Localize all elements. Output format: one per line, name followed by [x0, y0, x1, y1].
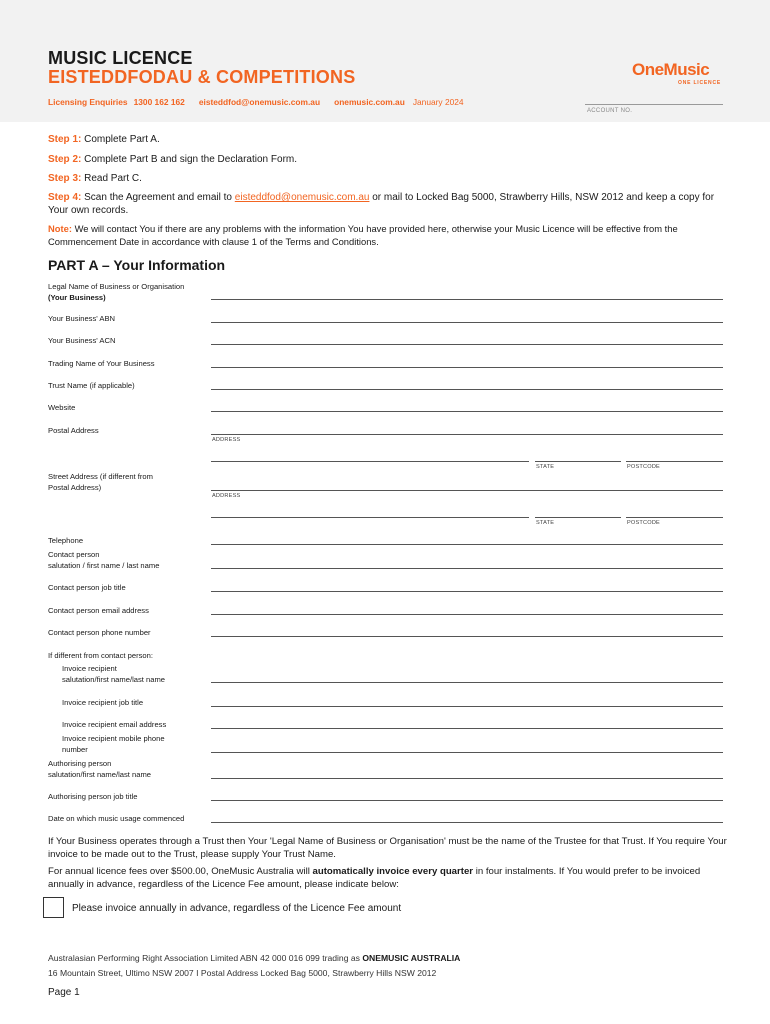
street-state-field[interactable]	[535, 517, 621, 518]
contact-email-label: Contact person email address	[48, 606, 149, 615]
postal-address-sub: ADDRESS	[212, 437, 241, 443]
invoice-recipient-field[interactable]	[211, 682, 723, 683]
date: January 2024	[412, 97, 464, 107]
step-2: Step 2: Complete Part B and sign the Declaration Form.	[48, 154, 298, 165]
note: Note: We will contact You if there are any problems with the information You have provided here, otherwise your Music Licence will be effective from the Commencement Date in accordance with clause 1 of the Terms and Conditions.	[48, 223, 678, 247]
trust-name-field[interactable]	[211, 389, 723, 390]
step-3: Step 3: Read Part C.	[48, 173, 142, 184]
postal-state-field[interactable]	[535, 461, 621, 462]
street-state-sub: STATE	[536, 520, 555, 526]
date-commenced-label: Date on which music usage commenced	[48, 814, 185, 823]
invoice-email-field[interactable]	[211, 728, 723, 729]
contact-phone-field[interactable]	[211, 636, 723, 637]
onemusic-logo	[632, 61, 724, 87]
website-label: Website	[48, 403, 76, 412]
contact-job-field[interactable]	[211, 591, 723, 592]
logo-text: OneMusic	[632, 60, 710, 79]
trading-name-field[interactable]	[211, 367, 723, 368]
step-4: Step 4: Scan the Agreement and email to eisteddfod@onemusic.com.au or mail to Locked Bag 5000, Strawberry Hills, NSW 2012 and keep a copy for Your own records.	[48, 192, 715, 216]
authorising-job-label: Authorising person job title	[48, 792, 138, 801]
invoice-recipient-label: Invoice recipient salutation/first name/last name	[62, 664, 165, 684]
postal-postcode-sub: POSTCODE	[627, 464, 660, 470]
street-address-sub: ADDRESS	[212, 493, 241, 499]
trading-name-label: Trading Name of Your Business	[48, 359, 155, 368]
authorising-job-field[interactable]	[211, 800, 723, 801]
contact-phone-label: Contact person phone number	[48, 628, 151, 637]
email-link[interactable]: eisteddfod@onemusic.com.au	[198, 97, 321, 107]
trust-paragraph: If Your Business operates through a Trust then Your 'Legal Name of Business or Organisation' must be the name of the Trustee for that Trust. If You require Your invoice to be made out to the Trust, please supply Your Trust Name.	[48, 836, 727, 860]
acn-field[interactable]	[211, 344, 723, 345]
acn-label: Your Business' ACN	[48, 336, 116, 345]
page-number: Page 1	[48, 987, 80, 998]
invoice-email-label: Invoice recipient email address	[62, 720, 167, 729]
street-address-label: Street Address (if different from Postal Address)	[48, 472, 153, 492]
telephone-label: Telephone	[48, 536, 84, 545]
street-postcode-field[interactable]	[626, 517, 723, 518]
street-postcode-sub: POSTCODE	[627, 520, 660, 526]
postal-postcode-field[interactable]	[626, 461, 723, 462]
authorising-person-field[interactable]	[211, 778, 723, 779]
abn-field[interactable]	[211, 322, 723, 323]
account-number-label: ACCOUNT NO.	[587, 108, 633, 114]
legal-name-label: Legal Name of Business or Organisation (Your Business)	[48, 282, 185, 302]
website-field[interactable]	[211, 411, 723, 412]
telephone-field[interactable]	[211, 544, 723, 545]
postal-address-label: Postal Address	[48, 426, 99, 435]
date-commenced-field[interactable]	[211, 822, 723, 823]
invoice-job-field[interactable]	[211, 706, 723, 707]
account-number-field[interactable]	[585, 104, 723, 105]
invoice-mobile-field[interactable]	[211, 752, 723, 753]
authorising-person-label: Authorising person salutation/first name/last name	[48, 759, 151, 779]
invoice-mobile-label: Invoice recipient mobile phone number	[62, 734, 165, 754]
invoice-job-label: Invoice recipient job title	[62, 698, 144, 707]
part-a-title: PART A – Your Information	[48, 257, 226, 273]
footer-line2: 16 Mountain Street, Ultimo NSW 2007 I Postal Address Locked Bag 5000, Strawberry Hills NSW 2012	[48, 968, 437, 978]
website-link[interactable]: onemusic.com.au	[334, 97, 405, 107]
postal-address-field[interactable]	[211, 434, 723, 435]
logo-subtext: ONE LICENCE	[678, 80, 721, 86]
legal-name-field[interactable]	[211, 299, 723, 300]
postal-state-sub: STATE	[536, 464, 555, 470]
postal-address-line2-field[interactable]	[211, 461, 529, 462]
invoice-annually-label: Please invoice annually in advance, regardless of the Licence Fee amount	[72, 903, 402, 914]
phone: 1300 162 162	[133, 97, 185, 107]
abn-label: Your Business' ABN	[48, 314, 116, 323]
street-address-field[interactable]	[211, 490, 723, 491]
enquiries-label: Licensing Enquiries	[48, 97, 128, 107]
contact-person-field[interactable]	[211, 568, 723, 569]
title-line1: MUSIC LICENCE	[48, 48, 193, 68]
contact-email-field[interactable]	[211, 614, 723, 615]
step-1: Step 1: Complete Part A.	[48, 134, 160, 145]
trust-name-label: Trust Name (if applicable)	[48, 381, 135, 390]
title-line2: EISTEDDFODAU & COMPETITIONS	[48, 67, 356, 87]
email-link-step4[interactable]: eisteddfod@onemusic.com.au	[234, 192, 370, 203]
contact-job-label: Contact person job title	[48, 583, 126, 592]
if-different-label: If different from contact person:	[48, 651, 153, 660]
fees-paragraph: For annual licence fees over $500.00, OneMusic Australia will automatically invoice every quarter in four instalments. If You would prefer to be invoiced annually in advance, regardless of the Licence Fee amount, please indicate below:	[48, 866, 701, 890]
invoice-annually-checkbox[interactable]	[43, 897, 64, 918]
footer-line1: Australasian Performing Right Association Limited ABN 42 000 016 099 trading as ONEMUSIC AUSTRALIA	[48, 953, 461, 963]
street-address-line2-field[interactable]	[211, 517, 529, 518]
contact-row	[48, 97, 474, 107]
contact-person-label: Contact person salutation / first name / last name	[48, 550, 160, 570]
